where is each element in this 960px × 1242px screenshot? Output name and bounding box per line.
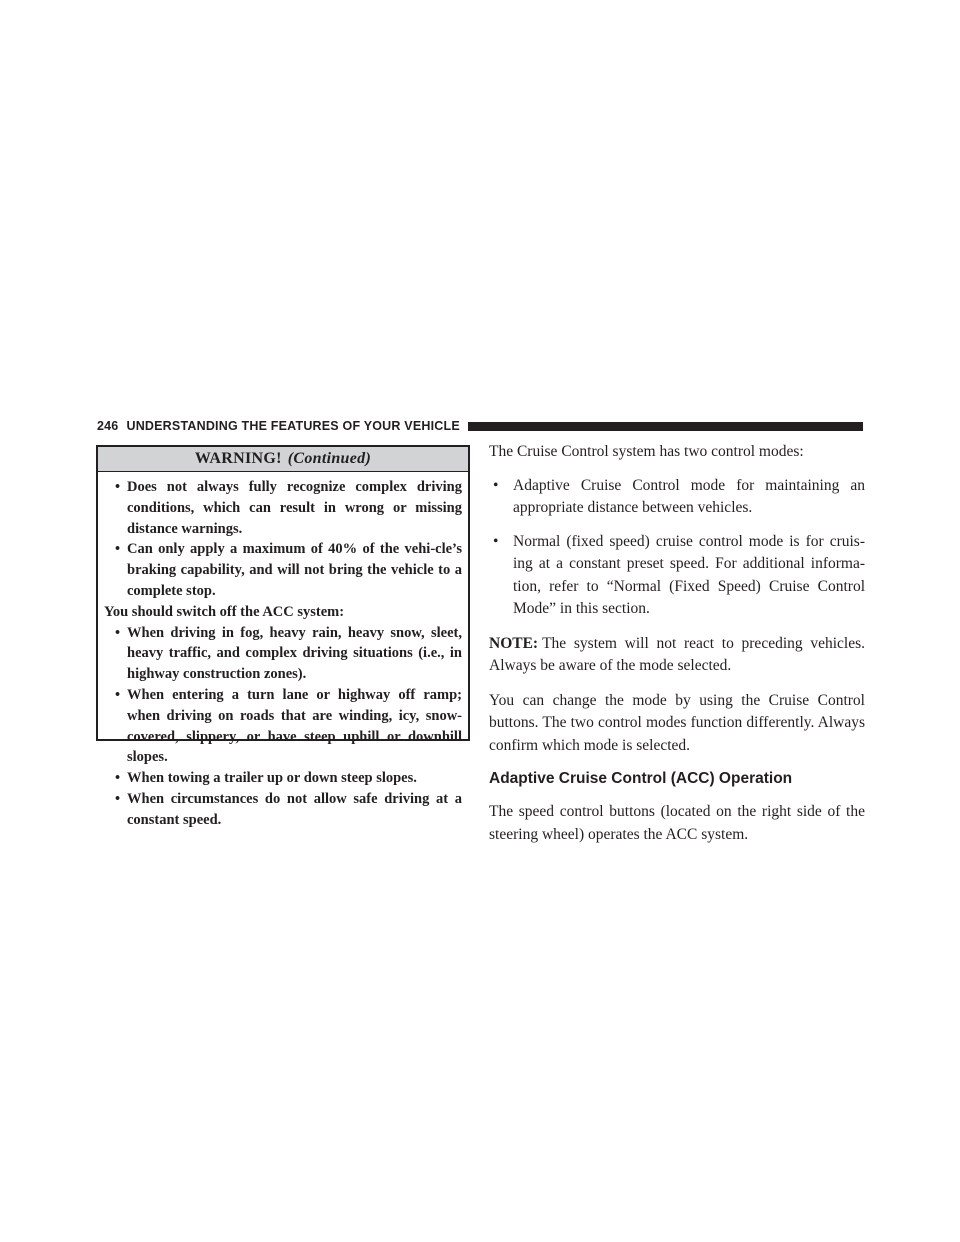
warning-bullet: • When entering a turn lane or highway off ramp; when driving on roads that are winding, icy, snow-covered, slippery, or have steep uphill or downhill slopes. (115, 686, 462, 766)
warning-bullet: • Does not always fully recognize complex driving conditions, which can result in wrong or missing distance warnings. (115, 479, 462, 537)
warning-bullet: • Can only apply a maximum of 40% of the vehi-cle’s braking capability, and will not bring the vehicle to a complete stop. (115, 541, 462, 599)
intro-paragraph: The Cruise Control system has two control modes: (489, 443, 804, 460)
switch-off-heading: You should switch off the ACC system: (104, 603, 345, 620)
warning-title: WARNING! (194, 450, 282, 467)
warning-header (98, 447, 468, 472)
warning-continued: (Continued) (287, 450, 372, 467)
page-number: 246 (97, 419, 119, 433)
section-title: UNDERSTANDING THE FEATURES OF YOUR VEHICLE (126, 419, 460, 433)
mode-bullet: • Normal (fixed speed) cruise control mode is for cruis-ing at a constant preset speed. For additional informa-tion, refer to “Normal (Fixed Speed) Cruise Control Mode” in this section. (493, 532, 865, 617)
section-subheading: Adaptive Cruise Control (ACC) Operation (489, 770, 793, 787)
page-header (97, 418, 863, 434)
warning-box (96, 445, 470, 828)
warning-bullet: • When towing a trailer up or down steep slopes. (115, 770, 417, 787)
operation-paragraph: The speed control buttons (located on the right side of the steering wheel) operates the ACC system. (489, 803, 865, 843)
note-label: NOTE: (489, 634, 539, 652)
warning-bullet: • When driving in fog, heavy rain, heavy snow, sleet, heavy traffic, and complex driving situations (i.e., in highway construction zones). (115, 624, 462, 683)
change-mode-paragraph: You can change the mode by using the Cruise Control buttons. The two control modes function differently. Always confirm which mode is selected. (489, 691, 865, 754)
note-paragraph: NOTE: The system will not react to preceding vehicles. Always be aware of the mode selected. (489, 634, 865, 674)
body-column (489, 441, 865, 846)
header-rule (468, 422, 863, 431)
warning-body (98, 472, 468, 831)
warning-bullet: • When circumstances do not allow safe driving at a constant speed. (115, 790, 462, 828)
mode-bullet: • Adaptive Cruise Control mode for maintaining an appropriate distance between vehicles. (493, 476, 865, 516)
